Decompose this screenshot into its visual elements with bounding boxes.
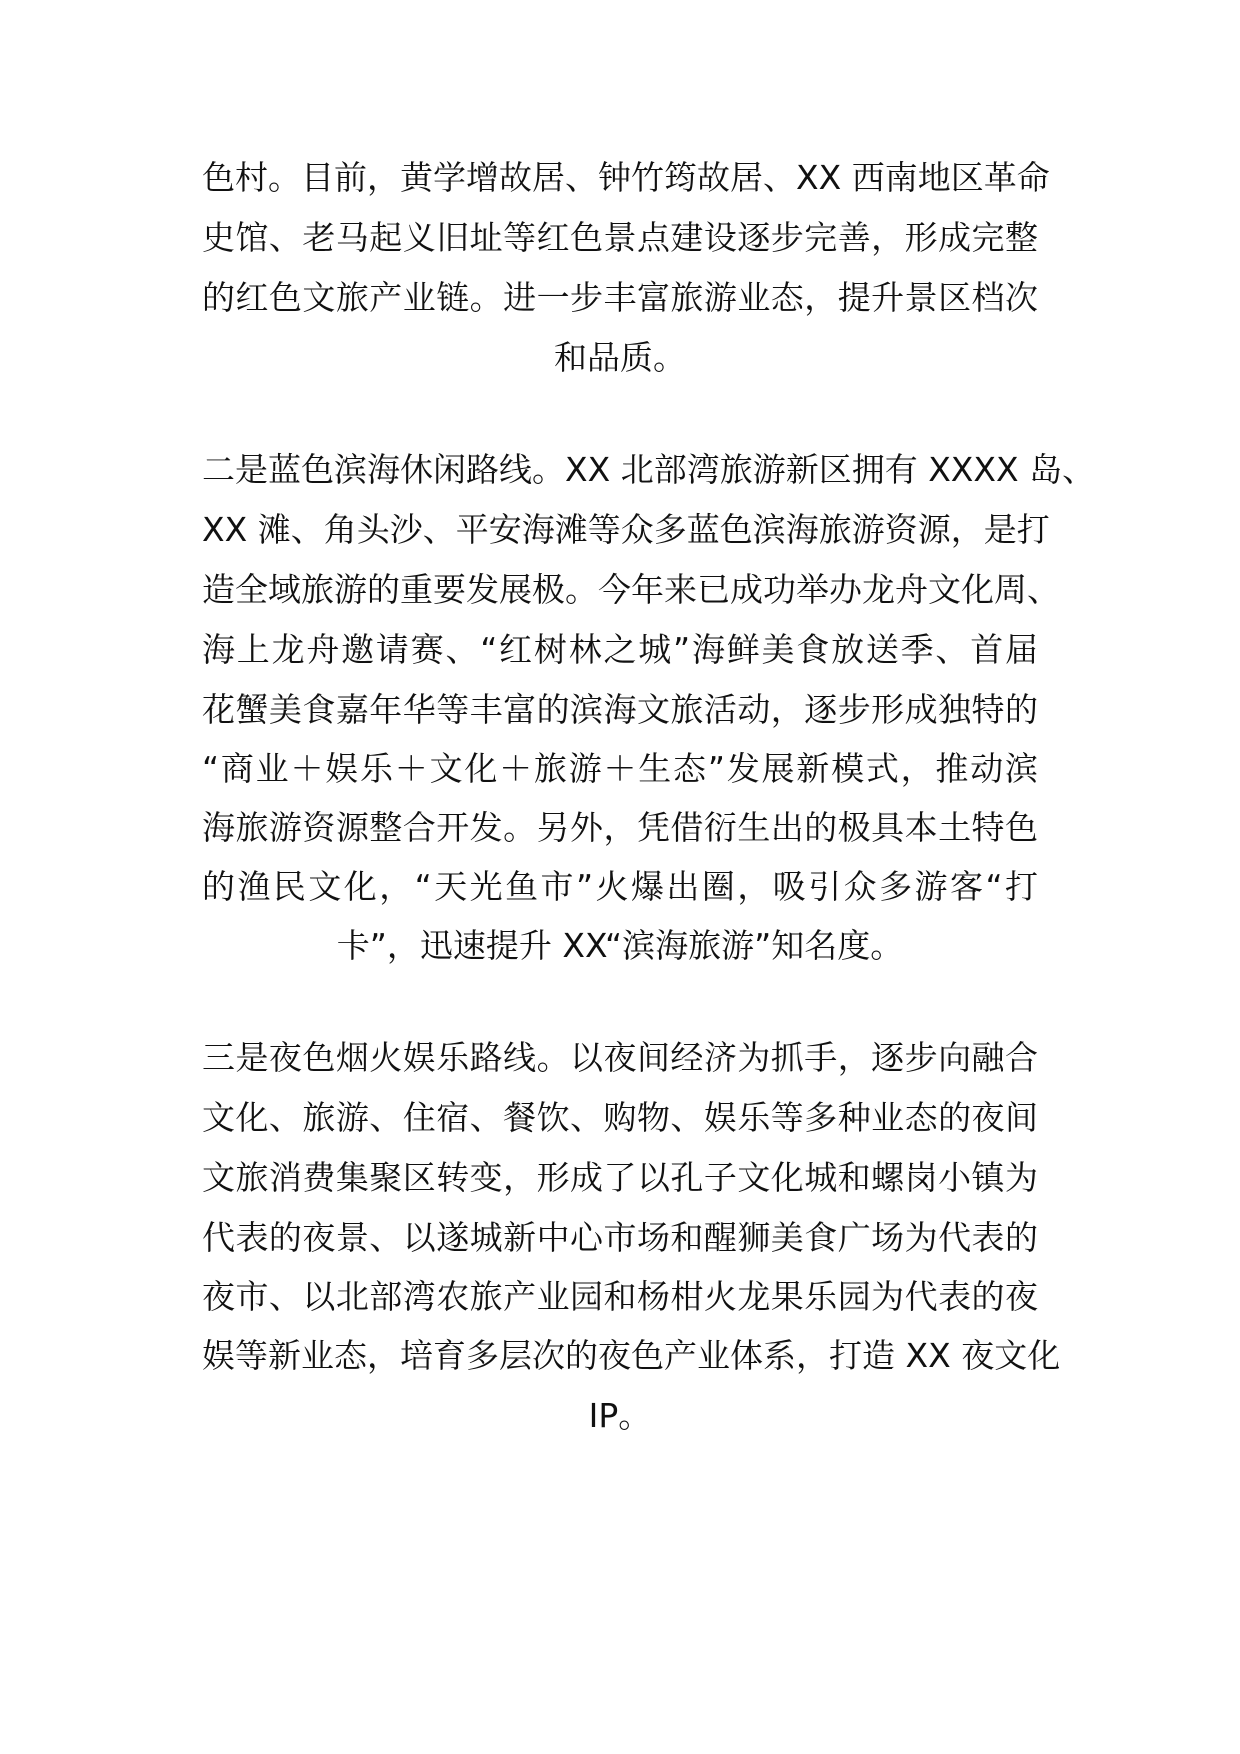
text-line: “商业＋娱乐＋文化＋旅游＋生态”发展新模式，推动滨 (202, 749, 1038, 788)
text-line: 娱等新业态，培育多层次的夜色产业体系，打造 XX 夜文化 (202, 1336, 1061, 1375)
text-line: 史馆、老马起义旧址等红色景点建设逐步完善，形成完整 (202, 218, 1038, 257)
text-line: 海上龙舟邀请赛、“红树林之城”海鲜美食放送季、首届 (202, 630, 1038, 669)
text-line: 三是夜色烟火娱乐路线。以夜间经济为抓手，逐步向融合 (202, 1038, 1038, 1077)
text-line: 海旅游资源整合开发。另外，凭借衍生出的极具本土特色 (202, 808, 1038, 847)
text-line: 和品质。 (554, 338, 686, 377)
text-line: 卡”，迅速提升 XX“滨海旅游”知名度。 (336, 926, 904, 965)
text-line: 色村。目前，黄学增故居、钟竹筠故居、XX 西南地区革命 (202, 158, 1050, 197)
text-line: 代表的夜景、以遂城新中心市场和醒狮美食广场为代表的 (202, 1218, 1038, 1257)
text-line: 造全域旅游的重要发展极。今年来已成功举办龙舟文化周、 (202, 570, 1060, 609)
text-line: 的渔民文化，“天光鱼市”火爆出圈，吸引众多游客“打 (202, 867, 1038, 906)
text-line: 的红色文旅产业链。进一步丰富旅游业态，提升景区档次 (202, 278, 1038, 317)
text-line: 二是蓝色滨海休闲路线。XX 北部湾旅游新区拥有 XXXX 岛、 (202, 450, 1096, 489)
text-line: 夜市、以北部湾农旅产业园和杨柑火龙果乐园为代表的夜 (202, 1277, 1038, 1316)
text-line: IP。 (588, 1396, 652, 1435)
text-line: XX 滩、角头沙、平安海滩等众多蓝色滨海旅游资源，是打 (202, 510, 1050, 549)
text-line: 文旅消费集聚区转变，形成了以孔子文化城和螺岗小镇为 (202, 1158, 1038, 1197)
text-line: 文化、旅游、住宿、餐饮、购物、娱乐等多种业态的夜间 (202, 1098, 1038, 1137)
text-line: 花蟹美食嘉年华等丰富的滨海文旅活动，逐步形成独特的 (202, 690, 1038, 729)
